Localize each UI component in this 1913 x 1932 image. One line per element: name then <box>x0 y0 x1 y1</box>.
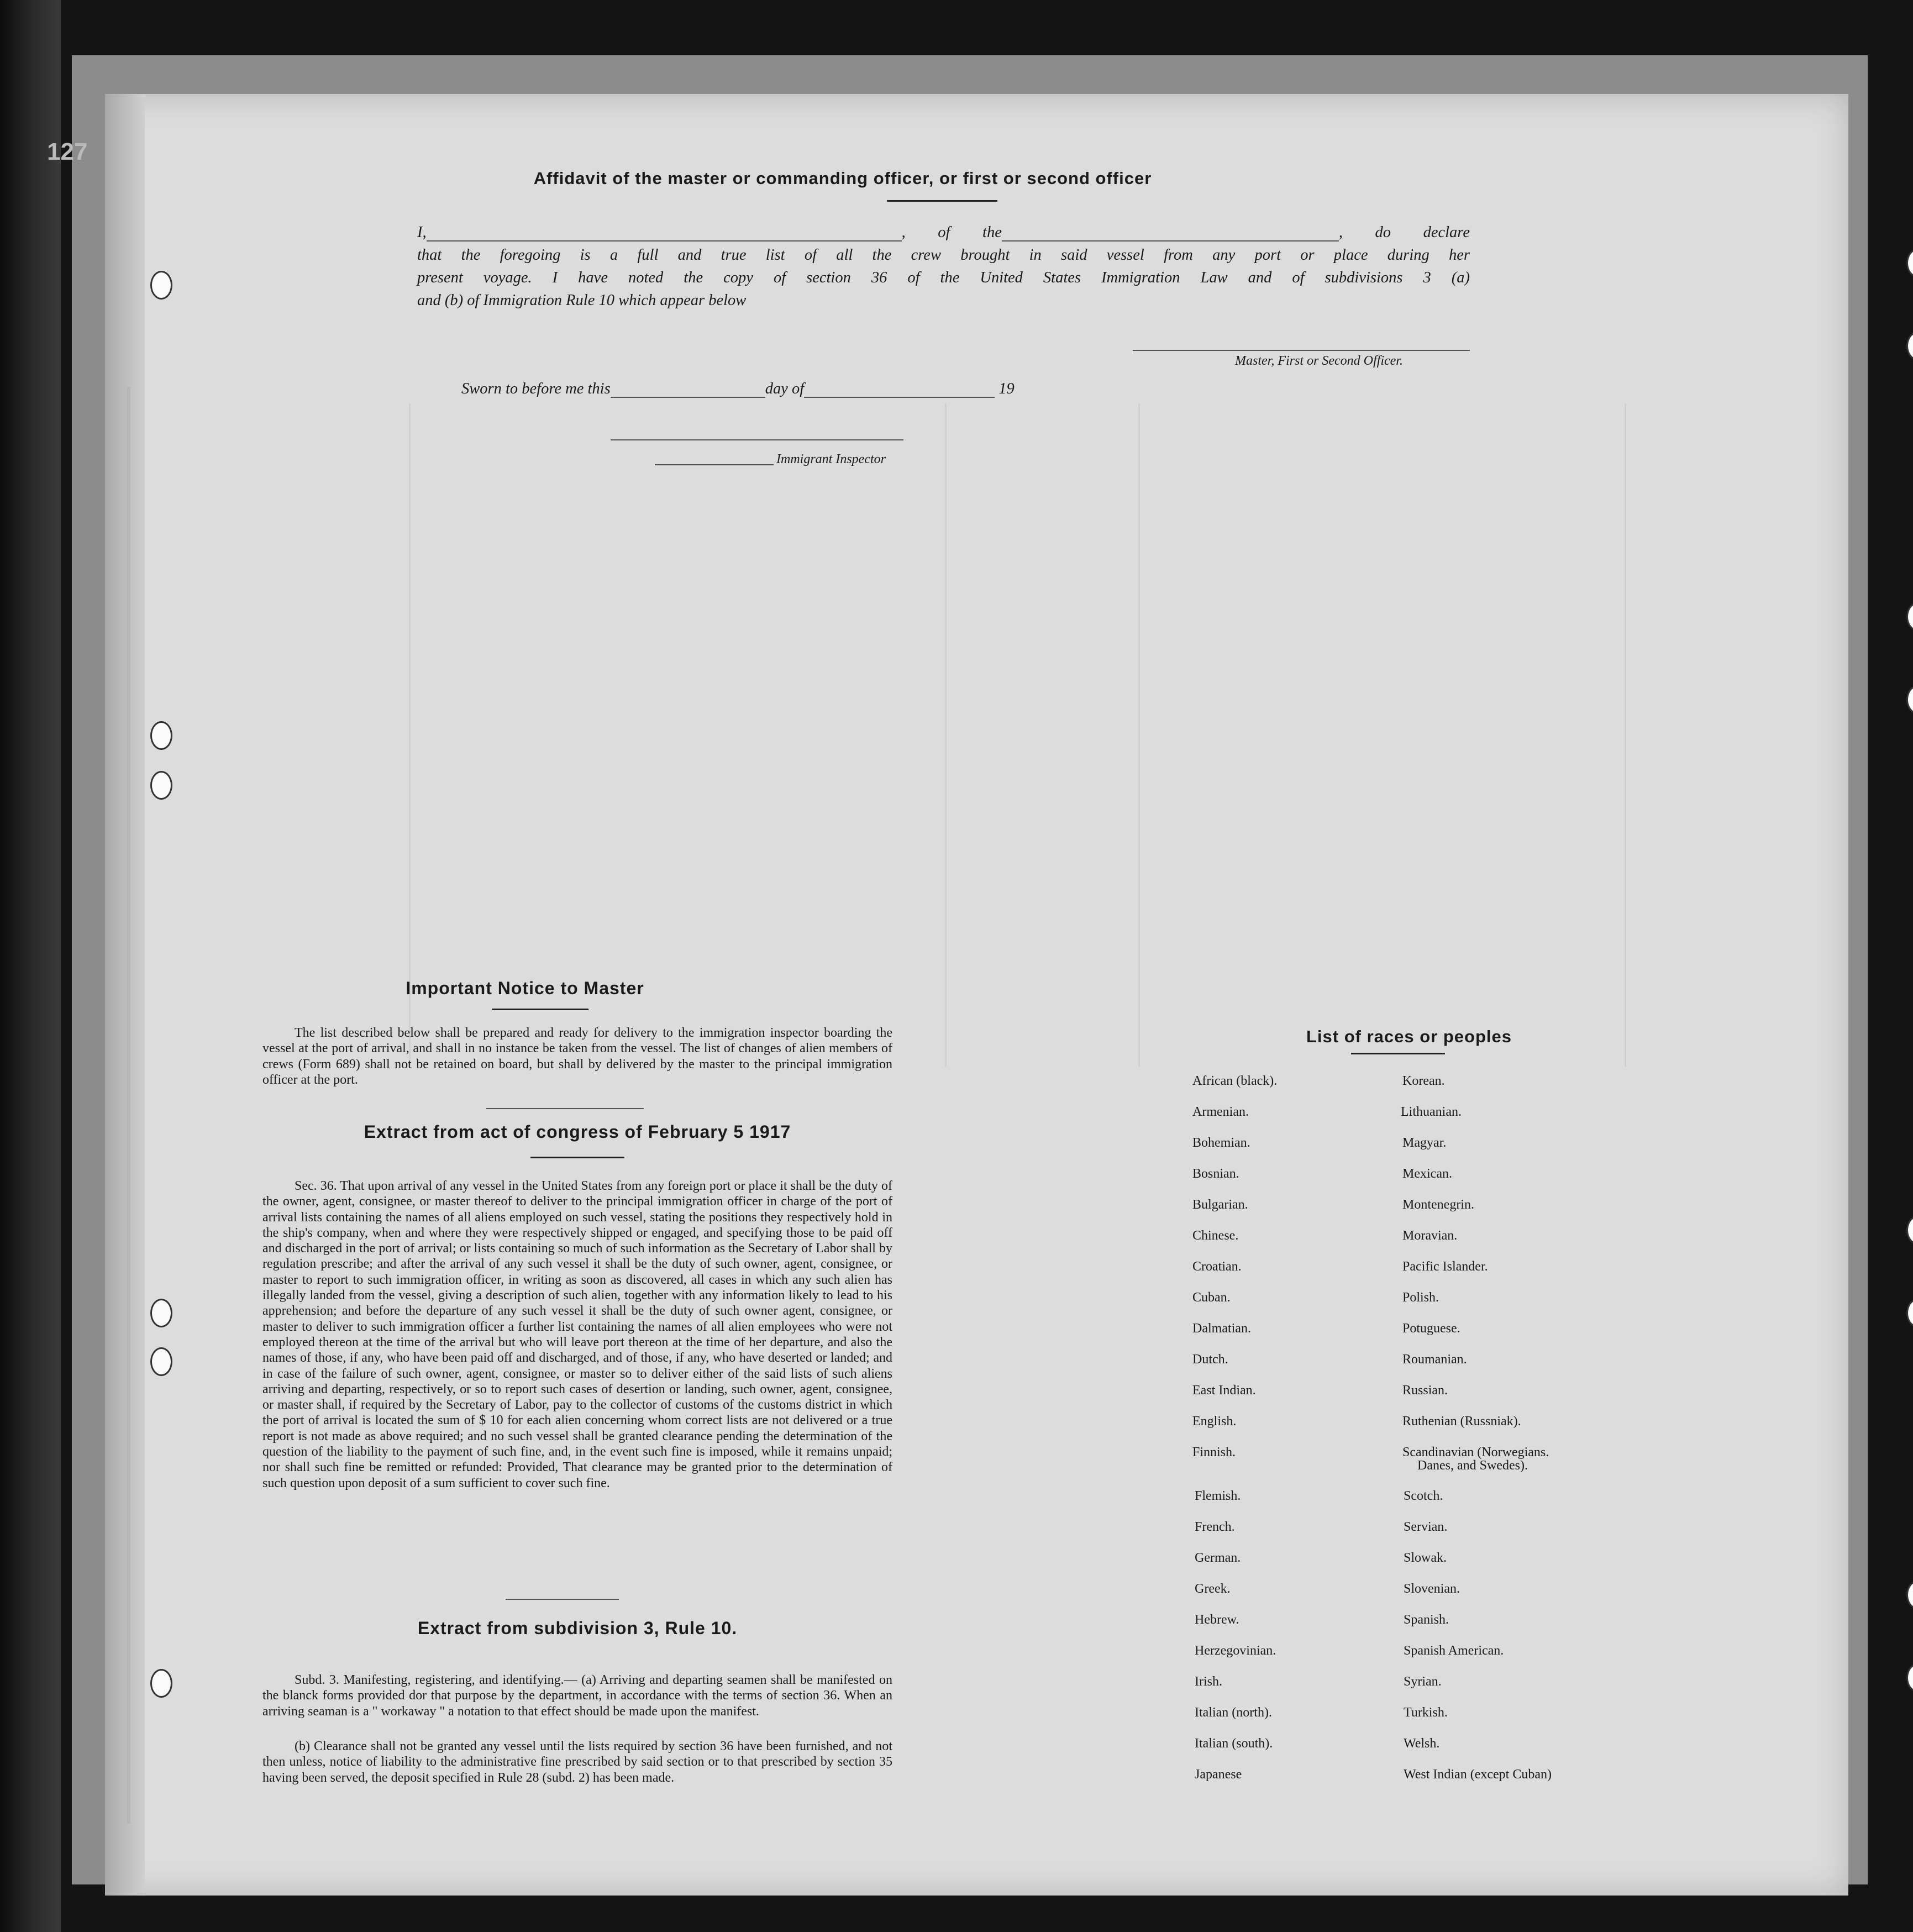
inspector-signature-line[interactable] <box>611 439 903 440</box>
race-col2-item: Moravian. <box>1402 1229 1458 1243</box>
affidavit-title: Affidavit of the master or commanding officer, or first or second officer <box>533 169 1152 188</box>
punch-hole <box>150 271 172 300</box>
race-col1-item: Hebrew. <box>1195 1613 1239 1627</box>
inspector-name-line[interactable] <box>655 464 774 465</box>
race-col1-item: Dutch. <box>1192 1352 1228 1367</box>
races-title: List of races or peoples <box>1306 1027 1512 1046</box>
notice-title: Important Notice to Master <box>406 978 644 998</box>
race-col1-item: Croatian. <box>1192 1259 1242 1274</box>
race-col1-item: East Indian. <box>1192 1383 1256 1398</box>
race-col1-item: Greek. <box>1195 1582 1231 1596</box>
race-col2-item: Turkish. <box>1404 1705 1448 1720</box>
race-col2-item: Mexican. <box>1402 1167 1452 1181</box>
race-col1-item: Bohemian. <box>1192 1136 1250 1150</box>
binder-edge <box>0 0 61 1932</box>
punch-hole <box>1906 249 1913 277</box>
affidavit-line-2: that the foregoing is a full and true list of all the crew brought in said vessel from any port or place during her <box>417 246 1470 264</box>
race-col1-item: English. <box>1192 1414 1237 1429</box>
race-col2-item: Potuguese. <box>1402 1321 1460 1336</box>
race-col1-item: Herzegovinian. <box>1195 1644 1276 1658</box>
act-underline <box>530 1157 624 1158</box>
signature-label: Master, First or Second Officer. <box>1235 354 1403 368</box>
race-col2-item: Welsh. <box>1404 1736 1440 1751</box>
race-col1-item: Armenian. <box>1192 1105 1249 1119</box>
sworn-day-field[interactable] <box>611 384 765 398</box>
race-col2-item: Danes, and Swedes). <box>1417 1458 1528 1473</box>
race-col2-item: Slowak. <box>1404 1551 1447 1565</box>
race-col2-item: Russian. <box>1402 1383 1448 1398</box>
sworn-month-field[interactable] <box>804 384 995 398</box>
punch-hole <box>1906 1663 1913 1692</box>
punch-hole <box>150 1347 172 1376</box>
punch-hole <box>150 1669 172 1698</box>
sworn-line: Sworn to before me this day of 19 <box>461 380 1015 397</box>
column-ruling <box>1138 403 1140 1067</box>
affidavit-line-4: and (b) of Immigration Rule 10 which appear below <box>417 292 747 309</box>
race-col1-item: Italian (south). <box>1195 1736 1273 1751</box>
separator <box>486 1108 644 1109</box>
races-underline <box>1351 1053 1445 1054</box>
race-col2-item: Pacific Islander. <box>1402 1259 1488 1274</box>
race-col1-item: Bosnian. <box>1192 1167 1239 1181</box>
race-col1-item: African (black). <box>1192 1074 1278 1088</box>
separator <box>506 1599 619 1600</box>
punch-hole <box>1906 602 1913 631</box>
column-ruling <box>945 403 947 1067</box>
punch-hole <box>1906 332 1913 360</box>
column-ruling <box>409 403 411 1067</box>
race-col1-item: Japanese <box>1195 1767 1242 1782</box>
race-col1-item: Finnish. <box>1192 1445 1236 1460</box>
race-col1-item: German. <box>1195 1551 1241 1565</box>
race-col2-item: Scandinavian (Norwegians. <box>1402 1445 1549 1460</box>
column-ruling <box>1625 403 1626 1067</box>
name-field[interactable] <box>427 227 902 242</box>
race-col2-item: Spanish American. <box>1404 1644 1504 1658</box>
punch-hole <box>1906 685 1913 714</box>
race-col2-item: Polish. <box>1402 1290 1439 1305</box>
race-col1-item: Flemish. <box>1195 1489 1241 1503</box>
punch-hole <box>1906 1581 1913 1609</box>
punch-hole <box>1906 1299 1913 1327</box>
punch-hole <box>150 1299 172 1327</box>
race-col2-item: Spanish. <box>1404 1613 1449 1627</box>
race-col1-item: Irish. <box>1195 1674 1222 1689</box>
title-underline <box>887 200 997 202</box>
race-col2-item: Korean. <box>1402 1074 1445 1088</box>
punch-hole <box>1906 1216 1913 1245</box>
race-col2-item: Magyar. <box>1402 1136 1447 1150</box>
race-col1-item: Dalmatian. <box>1192 1321 1251 1336</box>
race-col2-item: West Indian (except Cuban) <box>1404 1767 1552 1782</box>
race-col2-item: Syrian. <box>1404 1674 1442 1689</box>
race-col1-item: Chinese. <box>1192 1229 1239 1243</box>
race-col2-item: Scotch. <box>1404 1489 1443 1503</box>
left-border <box>127 387 130 1824</box>
rule10-para-a: Subd. 3. Manifesting, registering, and identifying.— (a) Arriving and departing seamen shall be manifested on the blanck forms provided dor that purpose by the department, in accordance with the terms of section 36. When an arriving seaman is a " workaway " a notation to that effect should be made upon the manifest. <box>262 1673 892 1719</box>
race-col1-item: Italian (north). <box>1195 1705 1272 1720</box>
inspector-label: Immigrant Inspector <box>776 452 886 466</box>
rule10-title: Extract from subdivision 3, Rule 10. <box>417 1618 738 1638</box>
affidavit-line-3: present voyage. I have noted the copy of section 36 of the United States Immigration Law and of subdivisions 3 (a) <box>417 269 1470 286</box>
notice-underline <box>492 1009 588 1010</box>
affidavit-line-1: I, , of the , do declare <box>417 224 1470 241</box>
race-col2-item: Roumanian. <box>1402 1352 1467 1367</box>
race-col2-item: Montenegrin. <box>1402 1198 1474 1212</box>
notice-text: The list described below shall be prepared and ready for delivery to the immigration inspector boarding the vessel at the port of arrival, and shall in no instance be taken from the vessel. The list of changes of alien members of crews (Form 689) shall not be retained on board, but shall by delivered by the master to the principal immigration officer at the port. <box>262 1026 892 1087</box>
race-col1-item: Cuban. <box>1192 1290 1231 1305</box>
act-title: Extract from act of congress of February 5 1917 <box>364 1122 791 1142</box>
race-col2-item: Servian. <box>1404 1520 1448 1534</box>
vessel-field[interactable] <box>1002 227 1339 242</box>
race-col1-item: French. <box>1195 1520 1235 1534</box>
margin-stamp: 127 <box>47 138 88 165</box>
act-text: Sec. 36. That upon arrival of any vessel in the United States from any foreign port or place it shall be the duty of the owner, agent, consignee, or master thereof to deliver to the principal immigration officer in charge of the port of arrival lists containing the names of all aliens employed on such vessel, stating the positions they respectively hold in the ship's company, when and where they were respectively shipped or engaged, and specifying those to be paid off and discharged in the port of arrival; or lists containing so much of such information as the Secretary of Labor shall by regulation prescribe; and after the arrival of any such vessel it shall be the duty of such owner, agent, consignee, or master to report to such immigration officer, in writing as soon as discovered, all cases in which any such alien has illegally landed from the vessel, giving a description of such alien, together with any information likely to lead to his apprehension; and before the departure of any such vessel it shall be the duty of such owner agent, consignee, or master to deliver to such immigration officer a further list containing the names of all alien employees who were not employed thereon at the time of the arrival but who will leave port thereon at the time of her departure, and also the names of those, if any, who have been paid off and discharged, and of those, if any, who have deserted or landed; and in case of the failure of such owner, agent, consignee, or master so to deliver either of the said lists of such aliens arriving and departing, respectively, or so to report such cases of desertion or landing, such owner, agent, consignee, or master shall, if required by the Secretary of Labor, pay to the collector of customs of the customs district in which the port of arrival is located the sum of $ 10 for each alien concerning whom correct lists are not delivered or a true report is not made as above required; and no such vessel shall be granted clearance pending the determination of the question of the liability to the payment of such fine, and, in the event such fine is imposed, while it remains unpaid; nor shall such fine be remitted or refunded: Provided, That clearance may be granted prior to the determination of such question upon deposit of a sum sufficient to cover such fine. <box>262 1179 892 1490</box>
signature-line[interactable] <box>1133 350 1470 351</box>
punch-hole <box>150 721 172 750</box>
race-col2-item: Slovenian. <box>1404 1582 1460 1596</box>
rule10-para-b: (b) Clearance shall not be granted any vessel until the lists required by section 36 have been furnished, and not then unless, notice of liability to the administrative fine prescribed by said section or to that prescribed by section 35 having been served, the deposit specified in Rule 28 (subd. 2) has been made. <box>262 1739 892 1785</box>
race-col2-item: Lithuanian. <box>1401 1105 1462 1119</box>
race-col2-item: Ruthenian (Russniak). <box>1402 1414 1521 1429</box>
punch-hole <box>150 771 172 800</box>
race-col1-item: Bulgarian. <box>1192 1198 1248 1212</box>
